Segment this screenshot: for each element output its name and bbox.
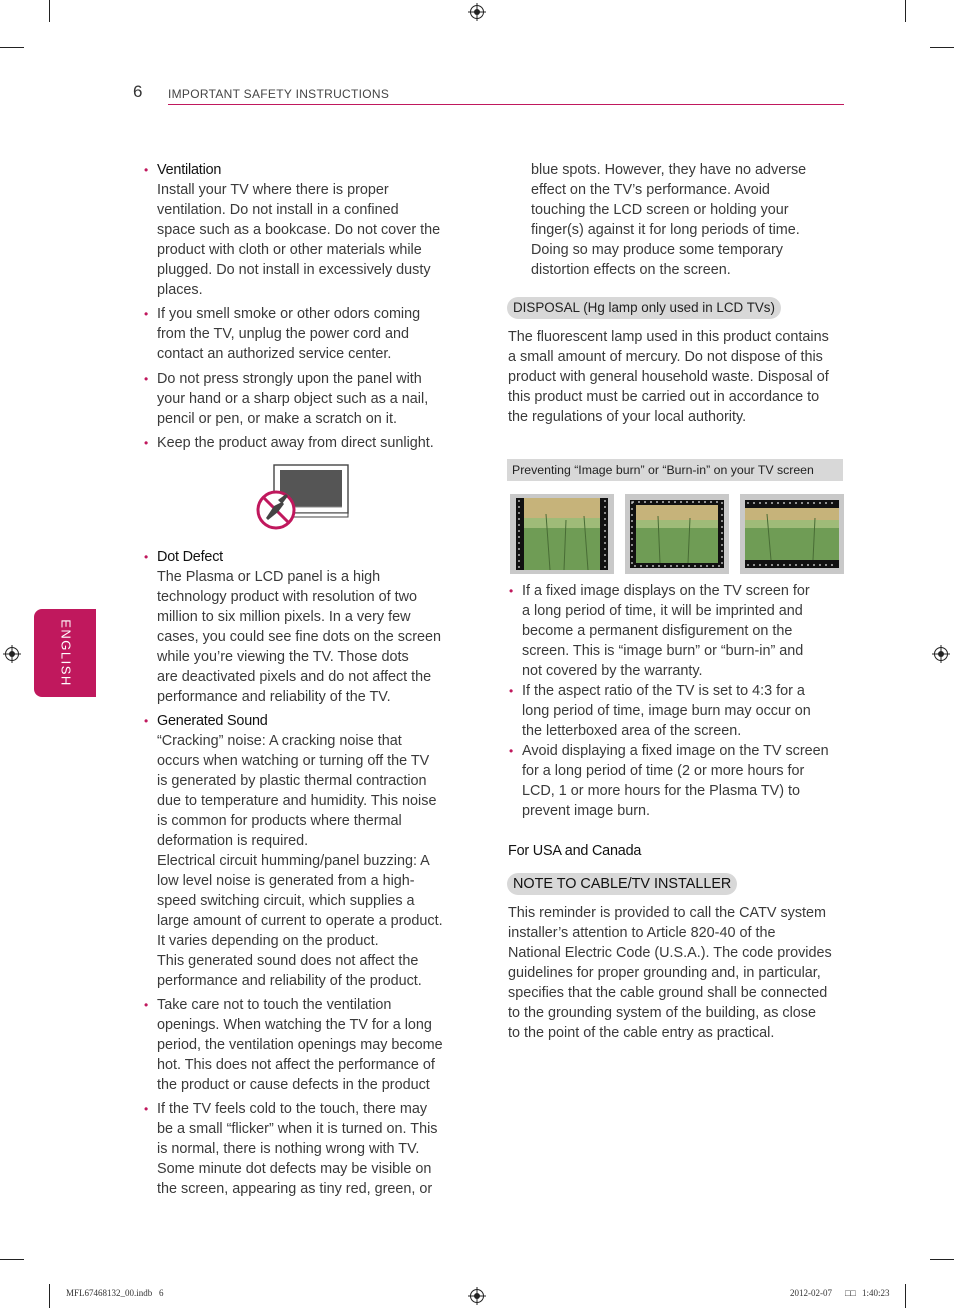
text-line: be a small “flicker” when it is turned on. This	[157, 1121, 438, 1137]
text-line: Doing so may produce some temporary	[531, 242, 783, 258]
text-line: the screen, appearing as tiny red, green, or	[157, 1181, 433, 1197]
text-line: is normal, there is nothing wrong with TV.	[157, 1141, 420, 1157]
bullet-marker: •	[144, 1102, 149, 1116]
bullet-marker: •	[144, 163, 149, 177]
smoke-text	[157, 304, 459, 364]
text-line: period, the ventilation openings may become	[157, 1037, 443, 1053]
text-line: contact an authorized service center.	[157, 346, 392, 362]
crop-mark	[930, 1259, 954, 1260]
text-line: blue spots. However, they have no adverse	[531, 162, 807, 178]
bullet-marker: •	[144, 307, 149, 321]
text-line: Do not press strongly upon the panel with	[157, 371, 422, 387]
text-line: The fluorescent lamp used in this product contains	[508, 329, 829, 345]
text-line: screen. This is “image burn” or “burn-in” and	[522, 643, 804, 659]
text-line: speed switching circuit, which supplies a	[157, 893, 415, 909]
text-line: while you’re viewing the TV. Those dots	[157, 649, 409, 665]
text-line: to the point of the cable entry as practical.	[508, 1025, 775, 1041]
bullet-marker: •	[509, 684, 514, 698]
text-line: large amount of current to operate a product.	[157, 913, 443, 929]
cold-touch-text	[157, 1099, 459, 1199]
text-line: this product must be carried out in accordance to	[508, 389, 820, 405]
bullet-marker: •	[144, 550, 149, 564]
text-line: If the aspect ratio of the TV is set to 4:3 for a	[522, 683, 805, 699]
bullet-marker: •	[144, 998, 149, 1012]
text-line: The Plasma or LCD panel is a high	[157, 569, 381, 585]
no-sunlight-icon	[254, 462, 350, 532]
text-line: guidelines for proper grounding and, in particular,	[508, 965, 821, 981]
registration-mark-icon	[468, 3, 486, 21]
text-line: technology product with resolution of two	[157, 589, 417, 605]
registration-mark-icon	[932, 645, 950, 663]
text-line: are deactivated pixels and do not affect the	[157, 669, 432, 685]
text-line: performance and reliability of the TV.	[157, 689, 391, 705]
disposal-text	[508, 327, 848, 427]
text-line: Install your TV where there is proper	[157, 182, 389, 198]
text-line: product with cloth or other materials while	[157, 242, 422, 258]
page-number: 6	[133, 82, 143, 101]
text-line: cases, you could see fine dots on the screen	[157, 629, 441, 645]
text-line: performance and reliability of the product.	[157, 973, 422, 989]
text-line: If you smell smoke or other odors coming	[157, 306, 421, 322]
burn-bullet-text	[522, 681, 838, 741]
generated-sound-heading: Generated Sound	[157, 713, 268, 729]
text-line: If a fixed image displays on the TV screen for	[522, 583, 810, 599]
text-line: plugged. Do not install in excessively dusty	[157, 262, 431, 278]
language-tab	[34, 609, 96, 697]
bullet-marker: •	[144, 372, 149, 386]
text-line: the letterboxed area of the screen.	[522, 723, 742, 739]
language-tab-label: ENGLISH	[58, 619, 74, 687]
burn-bullet-text	[522, 581, 838, 681]
image-burn-thumbnail	[625, 494, 729, 574]
text-line: from the TV, unplug the power cord and	[157, 326, 409, 342]
text-line: is generated by plastic thermal contraction	[157, 773, 427, 789]
crop-mark	[0, 1259, 24, 1260]
text-line: Keep the product away from direct sunlight.	[157, 435, 434, 451]
text-line: not covered by the warranty.	[522, 663, 703, 679]
header-title: IMPORTANT SAFETY INSTRUCTIONS	[168, 87, 390, 101]
text-line: prevent image burn.	[522, 803, 650, 819]
generated-sound-text	[157, 731, 459, 991]
bullet-marker: •	[509, 584, 514, 598]
text-line: Electrical circuit humming/panel buzzing: A	[157, 853, 430, 869]
text-line: a small amount of mercury. Do not dispose of this	[508, 349, 823, 365]
header-rule	[168, 104, 844, 105]
text-line: openings. When watching the TV for a long	[157, 1017, 432, 1033]
burn-bullet-text	[522, 741, 838, 821]
image-burn-thumbnail	[740, 494, 844, 574]
continued-text	[531, 160, 831, 280]
bullet-marker: •	[144, 436, 149, 450]
text-line: “Cracking” noise: A cracking noise that	[157, 733, 402, 749]
footer-file: MFL67468132_00.indb 6	[66, 1288, 164, 1298]
bullet-marker: •	[509, 744, 514, 758]
text-line: space such as a bookcase. Do not cover the	[157, 222, 441, 238]
text-line: Take care not to touch the ventilation	[157, 997, 392, 1013]
footer-mark: □□	[845, 1288, 856, 1298]
crop-mark	[0, 47, 24, 48]
image-burn-thumbnail	[510, 494, 614, 574]
text-line: touching the LCD screen or holding your	[531, 202, 789, 218]
text-line: occurs when watching or turning off the TV	[157, 753, 430, 769]
text-line: a long period of time, it will be imprinted and	[522, 603, 803, 619]
text-line: If the TV feels cold to the touch, there may	[157, 1101, 428, 1117]
text-line: ventilation. Do not install in a confined	[157, 202, 399, 218]
ventilation-text	[157, 180, 459, 300]
text-line: product with general household waste. Disposal of	[508, 369, 829, 385]
text-line: the product or cause defects in the product	[157, 1077, 430, 1093]
text-line: is common for products where thermal	[157, 813, 402, 829]
registration-mark-icon	[468, 1287, 486, 1305]
installer-text	[508, 903, 848, 1043]
image-burn-label: Preventing “Image burn” or “Burn-in” on your TV screen	[507, 459, 843, 481]
text-line: hot. This does not affect the performance of	[157, 1057, 435, 1073]
text-line: the regulations of your local authority.	[508, 409, 747, 425]
bullet-marker: •	[144, 714, 149, 728]
crop-mark	[49, 1284, 50, 1308]
text-line: National Electric Code (U.S.A.). The code provides	[508, 945, 832, 961]
text-line: pencil or pen, or make a scratch on it.	[157, 411, 397, 427]
text-line: finger(s) against it for long periods of time.	[531, 222, 800, 238]
installer-label: NOTE TO CABLE/TV INSTALLER	[507, 873, 737, 895]
text-line: deformation is required.	[157, 833, 309, 849]
text-line: specifies that the cable ground shall be connected	[508, 985, 828, 1001]
ventilation-openings-text	[157, 995, 459, 1095]
sunlight-text	[157, 433, 459, 453]
footer-date: 2012-02-07	[790, 1288, 832, 1298]
text-line: million to six million pixels. In a very few	[157, 609, 411, 625]
text-line: Avoid displaying a fixed image on the TV screen	[522, 743, 829, 759]
usa-canada-heading: For USA and Canada	[508, 843, 642, 859]
text-line: places.	[157, 282, 203, 298]
text-line: This reminder is provided to call the CATV system	[508, 905, 827, 921]
crop-mark	[905, 1284, 906, 1308]
text-line: Some minute dot defects may be visible on	[157, 1161, 432, 1177]
crop-mark	[930, 47, 954, 48]
crop-mark	[49, 0, 50, 22]
text-line: low level noise is generated from a high-	[157, 873, 415, 889]
dot-defect-heading: Dot Defect	[157, 549, 223, 565]
text-line: become a permanent disfigurement on the	[522, 623, 793, 639]
text-line: This generated sound does not affect the	[157, 953, 419, 969]
ventilation-heading: Ventilation	[157, 162, 222, 178]
panel-text	[157, 369, 459, 429]
text-line: distortion effects on the screen.	[531, 262, 731, 278]
text-line: to the grounding system of the building, as close	[508, 1005, 816, 1021]
text-line: long period of time, image burn may occur on	[522, 703, 811, 719]
text-line: It varies depending on the product.	[157, 933, 379, 949]
footer-time: 1:40:23	[862, 1288, 890, 1298]
text-line: due to temperature and humidity. This noise	[157, 793, 437, 809]
disposal-label: DISPOSAL (Hg lamp only used in LCD TVs)	[507, 297, 781, 319]
crop-mark	[905, 0, 906, 22]
registration-mark-icon	[3, 645, 21, 663]
dot-defect-text	[157, 567, 459, 707]
text-line: effect on the TV’s performance. Avoid	[531, 182, 770, 198]
text-line: your hand or a sharp object such as a nail,	[157, 391, 429, 407]
text-line: installer’s attention to Article 820-40 of the	[508, 925, 776, 941]
text-line: LCD, 1 or more hours for the Plasma TV) to	[522, 783, 801, 799]
text-line: for a long period of time (2 or more hours for	[522, 763, 805, 779]
